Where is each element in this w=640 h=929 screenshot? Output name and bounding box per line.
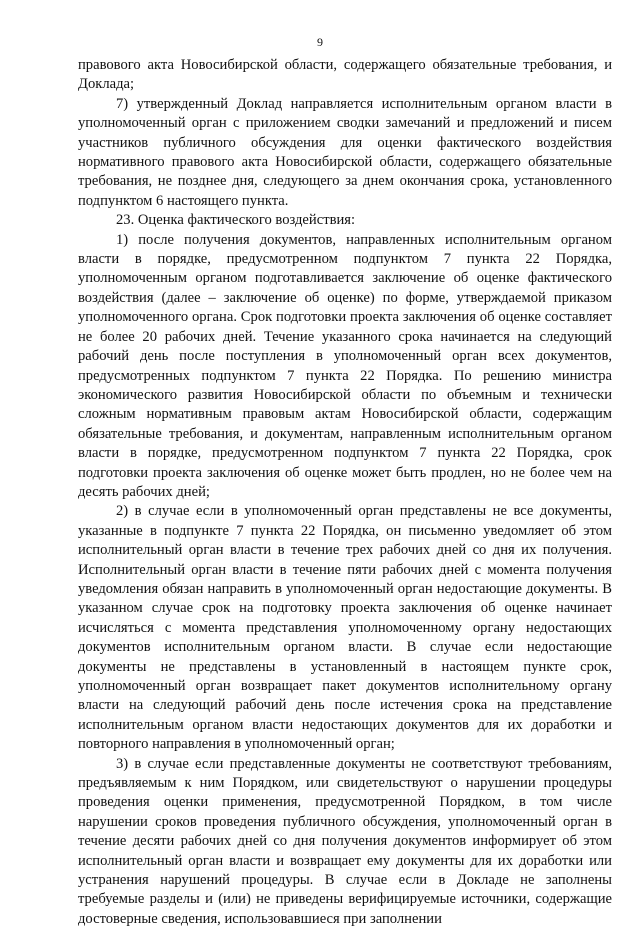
paragraph-item-3: 3) в случае если представленные документы не соответствуют требованиям, предъявляемым к ним Порядком, или свидетельствуют о нарушении процедуры проведения оценки применения, предусмотренной Порядком, в том числе нарушении сроков проведения публичного обсуждения, уполномоченный орган в течение десяти рабочих дней со дня получения документов информирует об этом исполнительный орган власти и возвращает ему документы для их доработки или устранения нарушений процедуры. В случае если в Докладе не заполнены требуемые разделы и (или) не приведены верифицируемые источники, содержащие достоверные сведения, использовавшиеся при заполнении: [78, 755, 612, 927]
paragraph-continuation: правового акта Новосибирской области, содержащего обязательные требования, и Доклада;: [78, 57, 612, 93]
paragraph-item-2: 2) в случае если в уполномоченный орган представлены не все документы, указанные в подпункте 7 пункта 22 Порядка, он письменно уведомляет об этом исполнительный орган власти в течение трех рабочих дней со дня их получения. Исполнительный орган власти в течение пяти рабочих дней с момента получения уведомления обязан направить в уполномоченный орган недостающие документы. В указанном случае срок на подготовку проекта заключения об оценке начинает исчисляться с момента представления уполномоченному органу недостающих документов исполнительным органом власти. В случае если недостающие документы не представлены в установленный в настоящем пункте срок, уполномоченный орган возвращает пакет документов исполнительному органу власти на следующий рабочий день после истечения срока на представление исполнительным органом власти недостающих документов для их доработки и повторного направления в уполномоченный орган;: [78, 503, 612, 753]
page-number: 9: [317, 35, 323, 49]
paragraph-section-23: 23. Оценка фактического воздействия:: [116, 212, 356, 229]
document-body: [78, 56, 612, 929]
paragraph-item-1: 1) после получения документов, направленных исполнительным органом власти в порядке, предусмотренном подпунктом 7 пункта 22 Порядка, уполномоченным органом подготавливается заключение об оценке фактического воздействия (далее – заключение об оценке) по форме, утверждаемой приказом уполномоченного органа. Срок подготовки проекта заключения об оценке составляет не более 20 рабочих дней. Течение указанного срока начинается на следующий рабочий день после поступления в уполномоченный орган всех документов, предусмотренных подпунктом 7 пункта 22 Порядка. По решению министра экономического развития Новосибирской области по объемным и технически сложным нормативным правовым актам Новосибирской области, содержащим обязательные требования, и документам, направленным исполнительным органом власти в порядке, предусмотренном подпунктом 7 пункта 22 Порядка, срок подготовки проекта заключения об оценке может быть продлен, но не более чем на десять рабочих дней;: [78, 231, 612, 500]
paragraph-item-7: 7) утвержденный Доклад направляется исполнительным органом власти в уполномоченный орган с приложением сводки замечаний и предложений и писем участников публичного обсуждения для оценки фактического воздействия нормативного правового акта Новосибирской области, содержащего обязательные требования, не позднее дня, следующего за днем окончания срока, установленного подпунктом 6 настоящего пункта.: [78, 95, 612, 209]
